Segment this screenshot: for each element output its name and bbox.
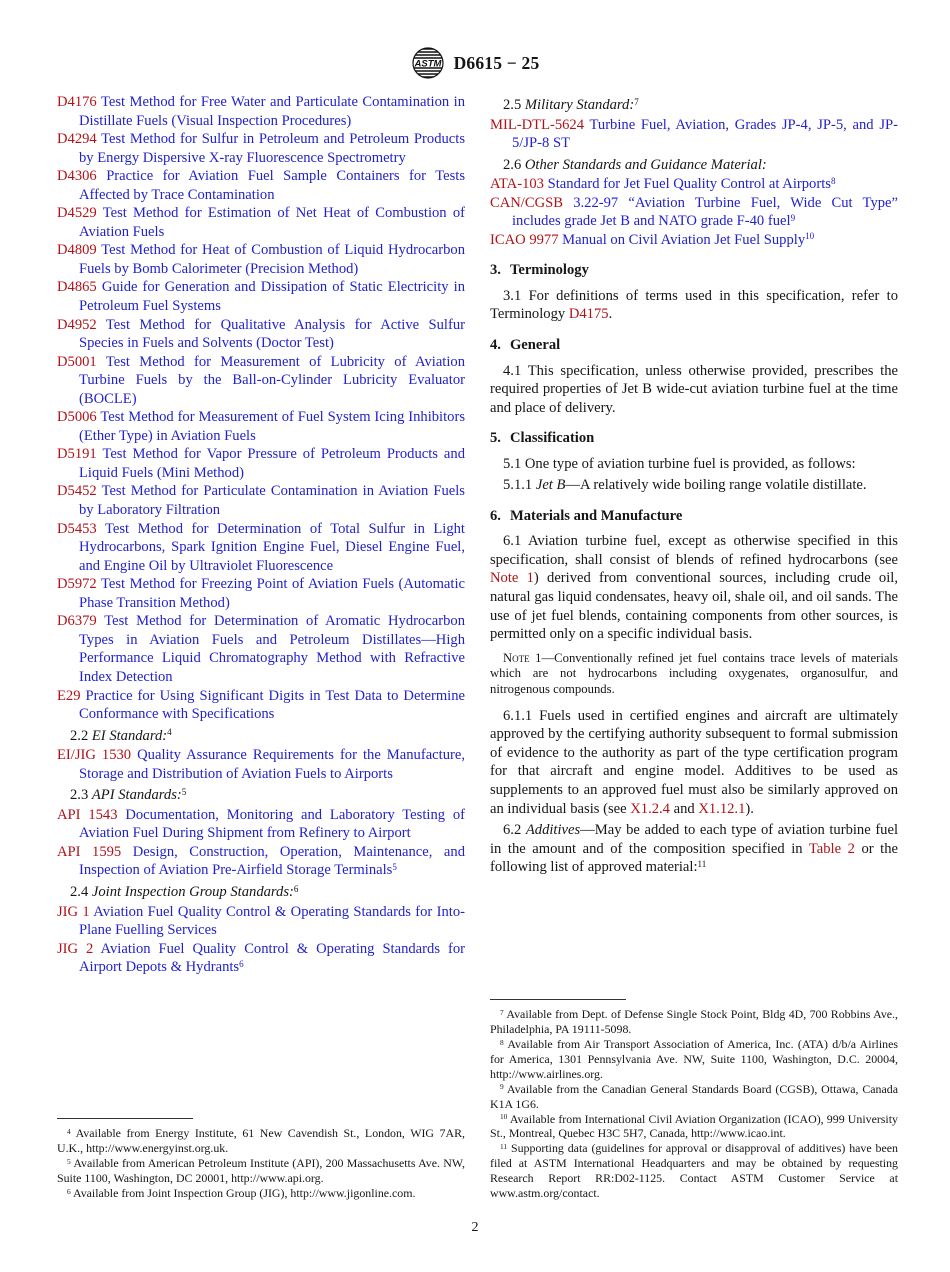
- reference-entry: [57, 482, 465, 519]
- footnote-number: 11: [500, 1141, 508, 1151]
- reference-entry: [490, 116, 898, 153]
- subsection-title: API Standards:: [91, 787, 182, 804]
- standard-designation-link[interactable]: D4529: [57, 205, 97, 222]
- text-segment: ).: [745, 800, 754, 817]
- reference-entry: [57, 167, 465, 204]
- standard-title-link[interactable]: Documentation, Monitoring and Laboratory Testing of Aviation Fuel During Shipment from Refinery to Airport: [79, 806, 465, 842]
- standard-title-link[interactable]: Design, Construction, Operation, Maintenance, and Inspection of Aviation Pre-Airfield Storage Terminals: [79, 843, 465, 879]
- text-segment: and: [669, 800, 699, 817]
- footnote: $^{10}$ Available from International Civil Aviation Organization (ICAO), 999 University St., Montreal, Quebec H3C 5H7, Canada, http://www.icao.int.: [490, 1111, 898, 1141]
- footnote-marker: 10: [805, 231, 815, 242]
- standard-designation-link[interactable]: D5191: [57, 446, 97, 463]
- footnote-number: 4: [67, 1126, 71, 1136]
- body-paragraph: [490, 821, 898, 877]
- standard-title-link[interactable]: Aviation Fuel Quality Control & Operating Standards for Into-Plane Fuelling Services: [79, 903, 466, 939]
- heading-title: Terminology: [509, 262, 589, 279]
- subsection-title: Joint Inspection Group Standards:: [91, 883, 294, 900]
- standard-title-link[interactable]: Test Method for Freezing Point of Aviation Fuels (Automatic Phase Transition Method): [79, 576, 465, 611]
- reference-entry: [57, 940, 465, 977]
- standard-title-link[interactable]: Practice for Using Significant Digits in Test Data to Determine Conformance with Specifications: [79, 687, 465, 723]
- footnote-number: 8: [500, 1037, 504, 1047]
- heading-number: 5.: [490, 430, 501, 447]
- text-segment: 6.2: [503, 822, 526, 839]
- inline-reference-link[interactable]: Note 1: [490, 570, 534, 587]
- footnote-marker: 11: [697, 858, 707, 869]
- reference-entry: [57, 687, 465, 724]
- left-column-content: [57, 93, 465, 977]
- standard-title-link[interactable]: Test Method for Measurement of Fuel System Icing Inhibitors (Ether Type) in Aviation Fuels: [79, 409, 465, 444]
- astm-logo-icon: [411, 46, 445, 80]
- standard-title-link[interactable]: Test Method for Estimation of Net Heat of Combustion of Aviation Fuels: [79, 205, 465, 240]
- reference-entry: [57, 204, 465, 241]
- reference-entry: [57, 130, 465, 167]
- reference-entry: [57, 575, 465, 612]
- standard-title-link[interactable]: 3.22-97 “Aviation Turbine Fuel, Wide Cut Type” includes grade Jet B and NATO grade F-40 fuel: [512, 194, 898, 230]
- text-segment: Additives: [525, 822, 581, 839]
- standard-designation-link[interactable]: EI/JIG 1530: [57, 747, 132, 764]
- standard-designation-link[interactable]: ATA-103: [490, 176, 544, 193]
- text-segment: —A relatively wide boiling range volatile distillate.: [565, 477, 867, 494]
- heading-number: 3.: [490, 262, 501, 279]
- body-paragraph: [490, 455, 898, 474]
- section-heading: [490, 261, 898, 280]
- subsection-heading: 2.2 EI Standard:$^4$: [70, 727, 172, 744]
- body-paragraph: [490, 362, 898, 418]
- standard-designation-link[interactable]: D4294: [57, 131, 97, 148]
- standard-title-link[interactable]: Guide for Generation and Dissipation of Static Electricity in Petroleum Fuel Systems: [79, 279, 465, 315]
- standard-designation-link[interactable]: D4306: [57, 168, 97, 185]
- text-segment: —May be added to each type of aviation turbine fuel in the amount and of the composition specified in: [490, 822, 899, 857]
- inline-reference-link[interactable]: Table 2: [808, 840, 855, 857]
- right-column-content: [490, 93, 898, 880]
- footnote-marker: 4: [167, 727, 172, 738]
- text-segment: 6.1 Aviation turbine fuel, except as otherwise specified in this specification, shall consist of blends of refined hydrocarbons (see: [490, 533, 898, 568]
- reference-entry: [57, 241, 465, 278]
- two-column-body: [57, 93, 898, 1201]
- section-heading: [490, 429, 898, 448]
- heading-title: General: [509, 337, 561, 354]
- body-paragraph: [490, 532, 898, 643]
- standard-designation-link[interactable]: ICAO 9977: [490, 231, 559, 248]
- footnote: $^7$ Available from Dept. of Defense Single Stock Point, Bldg 4D, 700 Robbins Ave., Philadelphia, PA 19111-5098.: [490, 1007, 898, 1037]
- standard-title-link[interactable]: Test Method for Vapor Pressure of Petroleum Products and Liquid Fuels (Mini Method): [79, 446, 465, 481]
- reference-entry: [57, 278, 465, 315]
- footnote-number: 6: [67, 1186, 71, 1196]
- text-segment: ) derived from conventional sources, including crude oil, natural gas liquid condensates, heavy oil, shale oil, and oil sands. The use of jet fuel blends, containing components from other sources, is permitted only on a specific individual basis.: [490, 570, 898, 643]
- standard-designation-link[interactable]: JIG 1: [57, 903, 90, 920]
- subsection-heading: 2.6 Other Standards and Guidance Material:: [503, 156, 767, 173]
- text-segment: Note 1—: [503, 650, 555, 665]
- standard-designation-title: D6615 − 25: [453, 52, 540, 73]
- reference-entry: [57, 316, 465, 353]
- standard-designation-link[interactable]: D4809: [57, 242, 97, 259]
- subsection-heading: 2.3 API Standards:$^5$: [70, 786, 187, 804]
- subsection-title: EI Standard:: [91, 727, 168, 744]
- standard-title-link[interactable]: Aviation Fuel Quality Control & Operating Standards for Airport Depots & Hydrants: [79, 940, 465, 976]
- body-paragraph: [490, 476, 898, 495]
- footnote-number: 10: [500, 1112, 508, 1122]
- section-heading: [490, 507, 898, 526]
- reference-entry: [57, 520, 465, 576]
- standard-title-link[interactable]: Turbine Fuel, Aviation, Grades JP-4, JP-5, and JP-5/JP-8 ST: [512, 116, 898, 152]
- text-segment: .: [608, 306, 613, 323]
- heading-title: Classification: [509, 430, 595, 447]
- reference-entry: [57, 746, 465, 783]
- subsection-title: Military Standard:: [524, 97, 635, 113]
- footnote: $^{11}$ Supporting data (guidelines for approval or disapproval of additives) have been filed at ASTM International Headquarters and may be obtained by requesting Research Report RR:D02-1125. Contact ASTM Customer Service at www.astm.org/contact.: [490, 1141, 898, 1201]
- standard-title-link[interactable]: Manual on Civil Aviation Jet Fuel Supply: [562, 231, 806, 248]
- footnote-number: 7: [500, 1007, 504, 1017]
- standard-designation-link[interactable]: D4865: [57, 279, 97, 296]
- standard-title-link[interactable]: Test Method for Qualitative Analysis for Active Sulfur Species in Fuels and Solvents (Doctor Test): [79, 316, 465, 352]
- inline-reference-link[interactable]: X1.12.1: [698, 800, 746, 817]
- left-column-footnotes: [57, 1126, 465, 1201]
- reference-entry: [57, 806, 465, 843]
- reference-entry: [57, 612, 465, 686]
- standard-title-link[interactable]: Test Method for Free Water and Particulate Contamination in Distillate Fuels (Visual Inspection Procedures): [79, 94, 465, 129]
- footnote-marker: 6: [293, 883, 299, 894]
- right-column: [490, 93, 898, 1201]
- standard-title-link[interactable]: Quality Assurance Requirements for the Manufacture, Storage and Distribution of Aviation Fuels to Airports: [79, 747, 465, 782]
- reference-entry: [57, 408, 465, 445]
- footnote-marker: 7: [634, 96, 639, 107]
- reference-entry: [57, 445, 465, 482]
- footnote: $^6$ Available from Joint Inspection Group (JIG), http://www.jigonline.com.: [67, 1186, 416, 1201]
- standard-designation-link[interactable]: D5006: [57, 409, 97, 426]
- heading-title: Materials and Manufacture: [509, 507, 683, 524]
- standard-designation-link[interactable]: E29: [57, 687, 81, 704]
- standard-title-link[interactable]: Standard for Jet Fuel Quality Control at Airports: [547, 176, 831, 193]
- reference-entry: [57, 353, 465, 409]
- reference-entry: [57, 843, 465, 880]
- text-segment: 5.1 One type of aviation turbine fuel is provided, as follows:: [503, 455, 856, 472]
- text-segment: 4.1 This specification, unless otherwise provided, prescribes the required properties of Jet B wide-cut aviation turbine fuel at the time and place of delivery.: [490, 362, 898, 416]
- reference-entry: [490, 194, 898, 231]
- footnote: $^5$ Available from American Petroleum Institute (API), 200 Massachusetts Ave. NW, Suite 1100, Washington, DC 20001, http://www.api.org.: [57, 1156, 465, 1186]
- footnote: $^9$ Available from the Canadian General Standards Board (CGSB), Ottawa, Canada K1A 1G6.: [490, 1081, 898, 1111]
- section-heading: [490, 336, 898, 355]
- footnote: $^8$ Available from Air Transport Association of America, Inc. (ATA) d/b/a Airlines for America, 1301 Pennsylvania Ave. NW, Suite 1100, Washington, D.C. 20004, http://www.airlines.org.: [490, 1037, 898, 1081]
- footnote-separator: [57, 1118, 193, 1119]
- inline-reference-link[interactable]: D4175: [568, 306, 609, 323]
- note-paragraph: [490, 651, 898, 698]
- body-paragraph: [490, 287, 898, 324]
- standard-designation-link[interactable]: D5001: [57, 353, 97, 370]
- standard-title-link[interactable]: Test Method for Particulate Contamination in Aviation Fuels by Laboratory Filtration: [79, 483, 465, 519]
- subsection-heading: 2.5 Military Standard:$^7$: [503, 96, 639, 113]
- inline-reference-link[interactable]: X1.2.4: [630, 800, 670, 817]
- reference-entry: [490, 175, 898, 194]
- svg-text:ASTM: ASTM: [414, 58, 442, 70]
- footnote: $^4$ Available from Energy Institute, 61 New Cavendish St., London, WIG 7AR, U.K., http://www.energyinst.org.uk.: [57, 1126, 465, 1156]
- heading-number: 6.: [490, 507, 501, 524]
- text-segment: 5.1.1: [503, 477, 536, 494]
- standard-title-link[interactable]: Test Method for Heat of Combustion of Liquid Hydrocarbon Fuels by Bomb Calorimeter (Precision Method): [79, 242, 465, 277]
- standard-designation-link[interactable]: D5453: [57, 520, 97, 537]
- reference-entry: [57, 93, 465, 130]
- heading-number: 4.: [490, 337, 501, 354]
- standard-designation-link[interactable]: JIG 2: [57, 940, 94, 957]
- standard-designation-link[interactable]: D6379: [57, 613, 97, 630]
- right-column-footnotes: [490, 1007, 898, 1201]
- page-number: 2: [471, 1220, 479, 1235]
- standard-designation-link[interactable]: MIL-DTL-5624: [490, 116, 585, 133]
- subsection-title: Other Standards and Guidance Material:: [524, 156, 767, 173]
- standard-designation-link[interactable]: API 1543: [57, 806, 118, 823]
- standard-title-link[interactable]: Test Method for Sulfur in Petroleum and Petroleum Products by Energy Dispersive X-ray Fluorescence Spectrometry: [79, 131, 466, 166]
- reference-entry: [490, 231, 898, 250]
- footnote-marker: 5: [392, 862, 397, 873]
- footnote-marker: 9: [790, 212, 796, 223]
- standard-designation-link[interactable]: D4952: [57, 316, 97, 333]
- standard-designation-link[interactable]: D5452: [57, 483, 97, 500]
- text-segment: 6.1.1 Fuels used in certified engines and aircraft are ultimately approved by the certifying authority subsequent to formal submission of evidence to the authority as part of the type certification program for that aircraft and engine model. Additives to be used as supplements to an approved fuel must also be similarly approved on an individual basis (see: [490, 707, 898, 817]
- text-segment: Jet B: [535, 477, 566, 494]
- standard-designation-link[interactable]: D4176: [57, 94, 97, 110]
- footnote-number: 9: [500, 1082, 504, 1092]
- standard-title-link[interactable]: Test Method for Determination of Total Sulfur in Light Hydrocarbons, Spark Ignition Engine Fuel, Diesel Engine Fuel, and Engine Oil by Ultraviolet Fluorescence: [79, 520, 465, 574]
- standard-designation-link[interactable]: CAN/CGSB: [490, 194, 563, 211]
- body-paragraph: [490, 707, 898, 818]
- text-segment: 3.1 For definitions of terms used in this specification, refer to Terminology: [490, 287, 898, 323]
- footnote-separator: [490, 999, 626, 1000]
- text-segment: or the following list of approved material:: [490, 840, 898, 876]
- standard-designation-link[interactable]: API 1595: [57, 843, 122, 860]
- footnote-marker: 8: [830, 175, 836, 186]
- standard-title-link[interactable]: Test Method for Determination of Aromatic Hydrocarbon Types in Aviation Fuels and Petroleum Distillates—High Performance Liquid Chromatography Method with Refractive Index Detection: [79, 613, 465, 685]
- reference-entry: [57, 903, 465, 940]
- left-column: [57, 93, 465, 1201]
- text-segment: Conventionally refined jet fuel contains trace levels of materials which are not hydrocarbons including oxygenates, organosulfur, and nitrogenous compounds.: [490, 650, 898, 697]
- footnote-marker: 6: [239, 958, 244, 969]
- left-column-footnotes-area: [57, 1118, 465, 1201]
- standard-title-link[interactable]: Practice for Aviation Fuel Sample Containers for Tests Affected by Trace Contamination: [79, 168, 465, 203]
- footnote-marker: 5: [181, 786, 187, 797]
- footnote-number: 5: [67, 1156, 71, 1166]
- page-header: [0, 46, 950, 80]
- right-column-footnotes-area: [490, 999, 898, 1201]
- subsection-heading: 2.4 Joint Inspection Group Standards:$^6$: [70, 883, 299, 900]
- standard-designation-link[interactable]: D5972: [57, 576, 97, 593]
- standard-title-link[interactable]: Test Method for Measurement of Lubricity of Aviation Turbine Fuels by the Ball-on-Cylinder Lubricity Evaluator (BOCLE): [79, 353, 465, 407]
